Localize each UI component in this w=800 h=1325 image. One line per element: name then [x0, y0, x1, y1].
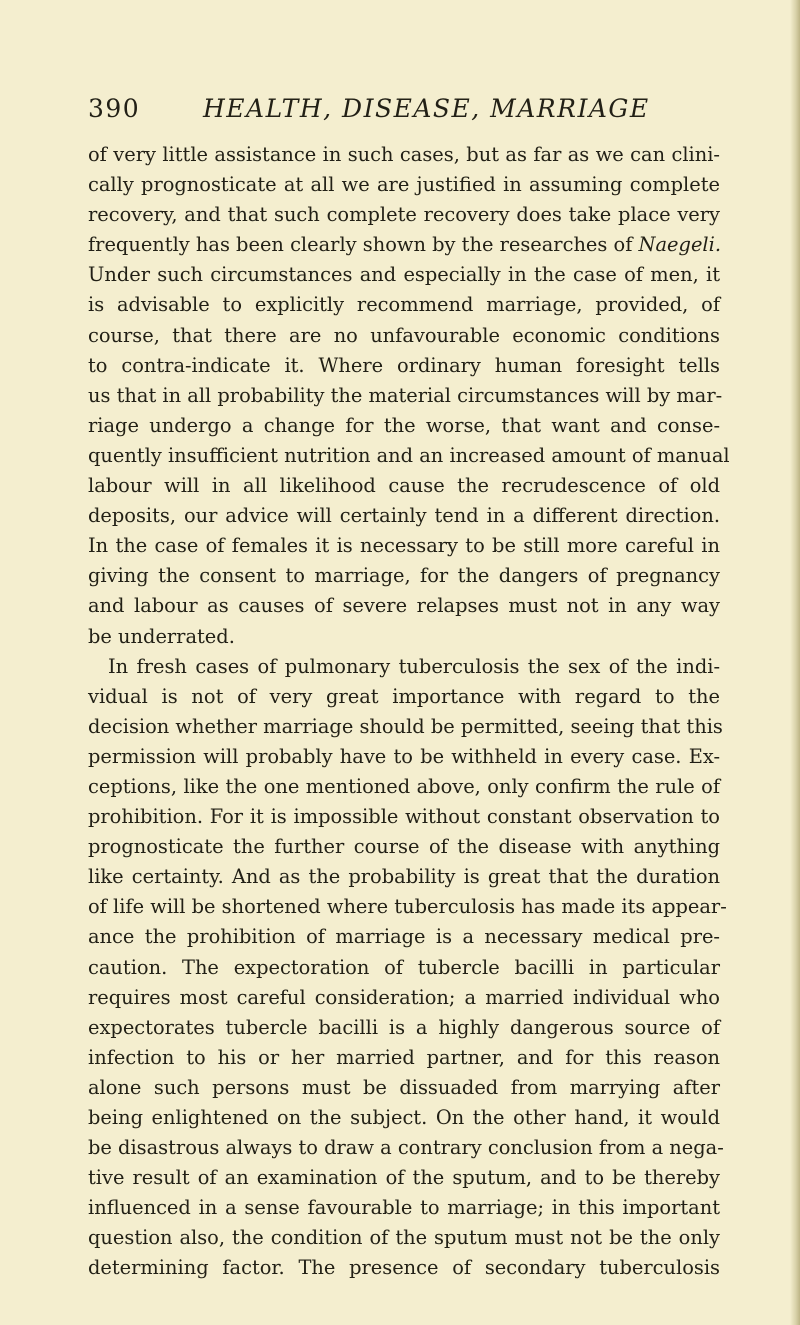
text-line: In the case of females it is necessary to be still more careful in: [88, 534, 720, 558]
text-line: to contra-indicate it. Where ordinary human foresight tells: [88, 353, 720, 377]
text-line: In fresh cases of pulmonary tuberculosis the sex of the indi-: [108, 654, 720, 678]
text-line: us that in all probability the material circumstances will by mar-: [88, 383, 723, 407]
text-line: is advisable to explicitly recommend marriage, provided, of: [88, 293, 720, 317]
text-line: of life will be shortened where tuberculosis has made its appear-: [88, 895, 727, 919]
text-line: influenced in a sense favourable to marriage; in this important: [88, 1196, 720, 1220]
text-line: tive result of an examination of the sputum, and to be thereby: [88, 1166, 720, 1190]
text-line: quently insufficient nutrition and an increased amount of manual: [88, 443, 730, 467]
text-line: deposits, our advice will certainly tend in a different direction.: [88, 504, 720, 528]
text-line: and labour as causes of severe relapses must not in any way: [88, 594, 720, 618]
page-header: [88, 92, 738, 126]
text-line: determining factor. The presence of secondary tuberculosis: [88, 1256, 720, 1280]
body-text: [88, 140, 730, 1284]
text-line: ceptions, like the one mentioned above, only confirm the rule of: [88, 774, 720, 798]
text-line: like certainty. And as the probability is great that the duration: [88, 865, 720, 889]
text-line: alone such persons must be dissuaded from marrying after: [88, 1075, 720, 1099]
text-line: riage undergo a change for the worse, that want and conse-: [88, 413, 720, 437]
text-line: of very little assistance in such cases, but as far as we can clini-: [88, 143, 720, 166]
italic-name: Naegeli.: [638, 233, 721, 257]
text-line: being enlightened on the subject. On the other hand, it would: [88, 1106, 720, 1129]
text-line: caution. The expectoration of tubercle bacilli in particular: [88, 955, 720, 979]
text-line: decision whether marriage should be permitted, seeing that this: [88, 714, 723, 738]
page-edge-shadow: [790, 0, 800, 1325]
text-line: be disastrous always to draw a contrary conclusion from a nega-: [88, 1136, 724, 1160]
text-line: giving the consent to marriage, for the dangers of pregnancy: [88, 564, 720, 588]
text-line: question also, the condition of the sputum must not be the only: [88, 1226, 720, 1250]
running-title: HEALTH, DISEASE, MARRIAGE: [203, 94, 650, 123]
text-line: expectorates tubercle bacilli is a highly dangerous source of: [88, 1015, 720, 1039]
page-number: 390: [88, 94, 141, 123]
text-line: Under such circumstances and especially in the case of men, it: [88, 263, 720, 287]
text-line: labour will in all likelihood cause the recrudescence of old: [88, 474, 720, 498]
text-line: ance the prohibition of marriage is a necessary medical pre-: [88, 925, 720, 949]
text-line: cally prognosticate at all we are justified in assuming complete: [88, 173, 720, 197]
text-line: frequently has been clearly shown by the researches of Naegeli.: [88, 233, 721, 257]
text-line: vidual is not of very great importance with regard to the: [88, 684, 720, 708]
text-line: permission will probably have to be withheld in every case. Ex-: [88, 744, 720, 768]
text-line: prohibition. For it is impossible without constant observation to: [88, 805, 720, 829]
text-line: be underrated.: [88, 624, 235, 648]
text-line: requires most careful consideration; a married individual who: [88, 985, 720, 1009]
text-line: course, that there are no unfavourable economic conditions: [88, 323, 720, 347]
text-line: prognosticate the further course of the disease with anything: [88, 835, 720, 859]
text-line: recovery, and that such complete recovery does take place very: [88, 203, 720, 227]
text-line: infection to his or her married partner, and for this reason: [88, 1045, 720, 1069]
